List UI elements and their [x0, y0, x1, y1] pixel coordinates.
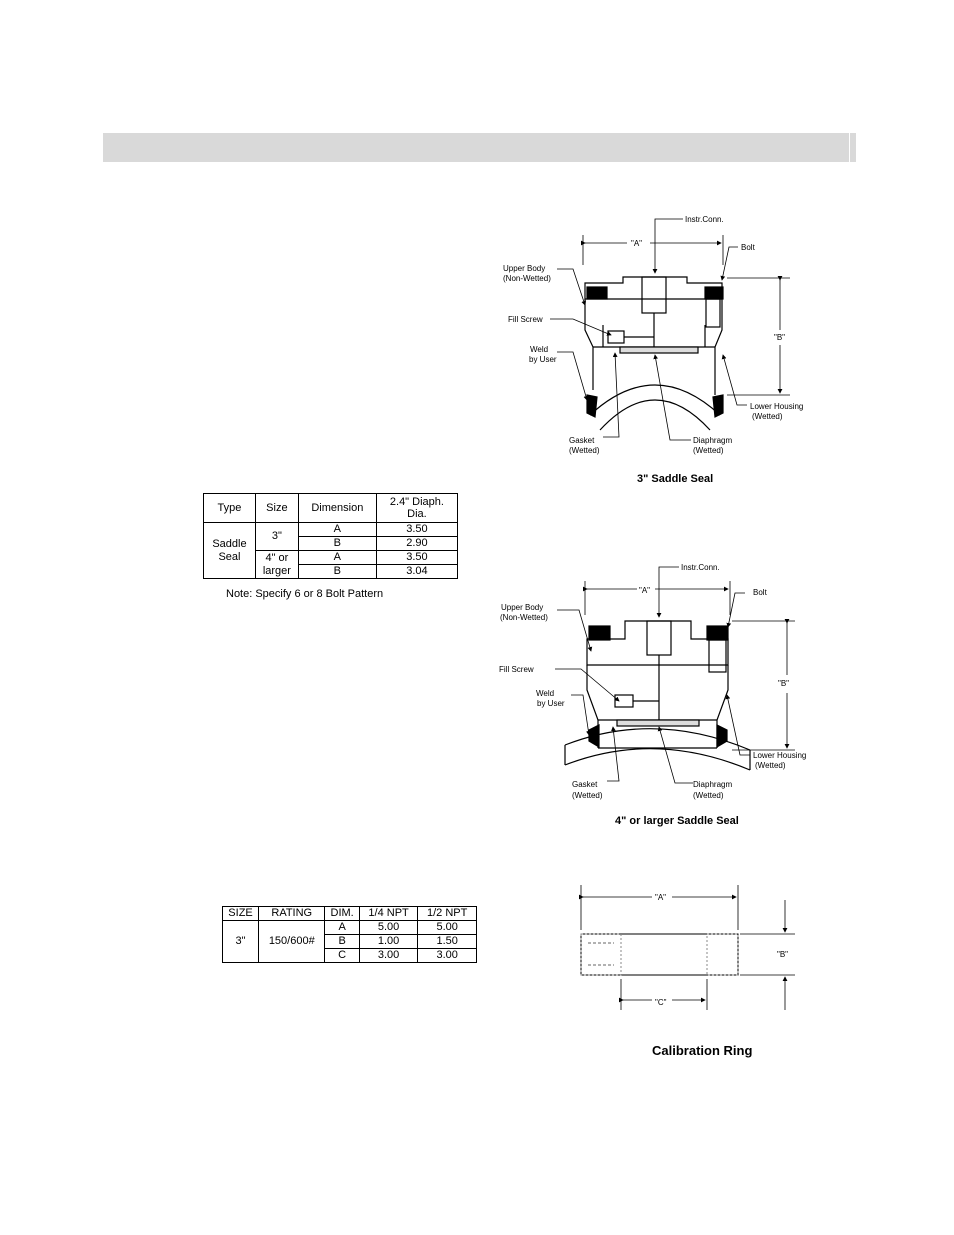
size-4-line2: larger	[262, 564, 291, 577]
diaphragm-label: Diaphragm	[693, 436, 733, 445]
bolt-left-shape	[587, 287, 607, 299]
header-diaph-dia	[376, 494, 457, 523]
dim-a-label: "A"	[631, 239, 643, 248]
gasket-sublabel: (Wetted)	[572, 791, 603, 800]
header-diaph-line1: 2.4" Diaph.	[389, 495, 444, 508]
instr-conn-label: Instr.Conn.	[681, 563, 720, 572]
dim-a-label: "A"	[655, 893, 667, 902]
saddle-seal-3in-diagram	[495, 205, 825, 490]
header-dimension: Dimension	[298, 494, 376, 523]
diaphragm-shape	[617, 720, 699, 726]
diaphragm-shape	[620, 347, 698, 353]
fill-screw-shape	[608, 331, 624, 343]
lower-housing-sublabel: (Wetted)	[752, 412, 783, 421]
header-diaph-line2: Dia.	[407, 508, 427, 520]
pipe-arc-inner	[565, 749, 750, 770]
table-row	[204, 523, 458, 537]
dim-cell: A	[298, 523, 376, 537]
weld-label: Weld	[530, 345, 549, 354]
dim-cell: B	[298, 537, 376, 551]
dim-b-label: "B"	[774, 333, 786, 342]
fill-screw-label: Fill Screw	[499, 665, 534, 674]
type-line2: Seal	[218, 550, 241, 563]
lower-housing-label: Lower Housing	[750, 402, 804, 411]
value-cell: 3.50	[376, 523, 457, 537]
pipe-arc-inner	[600, 400, 710, 430]
npt-half-cell: 5.00	[418, 921, 477, 935]
table-row	[223, 921, 477, 935]
gasket-label: Gasket	[572, 780, 598, 789]
npt-half-cell: 3.00	[418, 949, 477, 963]
size-cell: 3"	[223, 921, 259, 963]
saddle-seal-4in-diagram	[495, 555, 825, 835]
diaphragm-sublabel: (Wetted)	[693, 791, 724, 800]
header-npt-half: 1/2 NPT	[418, 907, 477, 921]
dim-cell: C	[325, 949, 359, 963]
lower-housing-sublabel: (Wetted)	[755, 761, 786, 770]
calibration-ring-diagram	[570, 885, 810, 1065]
figure-caption: Calibration Ring	[652, 1043, 753, 1058]
figure-caption: 4" or larger Saddle Seal	[615, 815, 739, 827]
weld-left-shape	[587, 395, 597, 417]
dim-c-label: "C"	[655, 998, 667, 1007]
figure-caption: 3" Saddle Seal	[637, 473, 714, 485]
bolt-label: Bolt	[753, 588, 767, 597]
dim-b-label: "B"	[777, 950, 789, 959]
npt-quarter-cell: 5.00	[359, 921, 418, 935]
header-dim: DIM.	[325, 907, 359, 921]
type-line1: Saddle	[212, 538, 247, 551]
gasket-label: Gasket	[569, 436, 595, 445]
npt-quarter-cell: 1.00	[359, 935, 418, 949]
instr-conn-label: Instr.Conn.	[685, 215, 724, 224]
value-cell: 3.50	[376, 551, 457, 565]
gasket-sublabel: (Wetted)	[569, 446, 600, 455]
diaphragm-sublabel: (Wetted)	[693, 446, 724, 455]
calibration-ring-table	[222, 906, 477, 963]
dim-cell: A	[325, 921, 359, 935]
value-cell: 3.04	[376, 565, 457, 579]
size-cell-3in: 3"	[255, 523, 298, 551]
instr-conn-shape	[647, 621, 671, 655]
size-4-line1: 4" or	[265, 552, 289, 565]
bolt-left-shape	[589, 626, 610, 640]
section-header-bar	[103, 133, 856, 162]
upper-body-sublabel: (Non-Wetted)	[500, 613, 548, 622]
weld-label: Weld	[536, 689, 555, 698]
bolt-right-shape	[707, 626, 728, 640]
lower-housing-label: Lower Housing	[753, 751, 807, 760]
fill-screw-label: Fill Screw	[508, 315, 543, 324]
dim-a-label: "A"	[639, 586, 651, 595]
bolt-label: Bolt	[741, 243, 755, 252]
dim-cell: A	[298, 551, 376, 565]
header-size: Size	[255, 494, 298, 523]
ring-body-shape	[581, 934, 738, 975]
instr-conn-shape	[642, 277, 666, 313]
header-rating: RATING	[259, 907, 325, 921]
upper-body-label: Upper Body	[503, 264, 546, 273]
weld-right-shape	[713, 395, 723, 417]
upper-body-label: Upper Body	[501, 603, 544, 612]
value-cell: 2.90	[376, 537, 457, 551]
npt-half-cell: 1.50	[418, 935, 477, 949]
thread-left-shape	[581, 934, 621, 975]
upper-body-sublabel: (Non-Wetted)	[503, 274, 551, 283]
weld-sublabel: by User	[537, 699, 565, 708]
weld-sublabel: by User	[529, 355, 557, 364]
dim-cell: B	[298, 565, 376, 579]
saddle-seal-dimension-table	[203, 493, 458, 579]
fill-screw-shape	[615, 695, 633, 707]
weld-left-shape	[589, 725, 599, 747]
dim-b-label: "B"	[778, 679, 790, 688]
size-cell-4in	[255, 551, 298, 579]
rating-cell: 150/600#	[259, 921, 325, 963]
header-type: Type	[204, 494, 256, 523]
bolt-right-shape	[705, 287, 723, 299]
type-cell	[204, 523, 256, 579]
thread-right-shape	[707, 934, 738, 975]
diaphragm-label: Diaphragm	[693, 780, 733, 789]
bolt-pattern-note: Note: Specify 6 or 8 Bolt Pattern	[226, 588, 384, 600]
header-npt-quarter: 1/4 NPT	[359, 907, 418, 921]
header-size: SIZE	[223, 907, 259, 921]
npt-quarter-cell: 3.00	[359, 949, 418, 963]
dim-cell: B	[325, 935, 359, 949]
weld-right-shape	[717, 725, 727, 747]
